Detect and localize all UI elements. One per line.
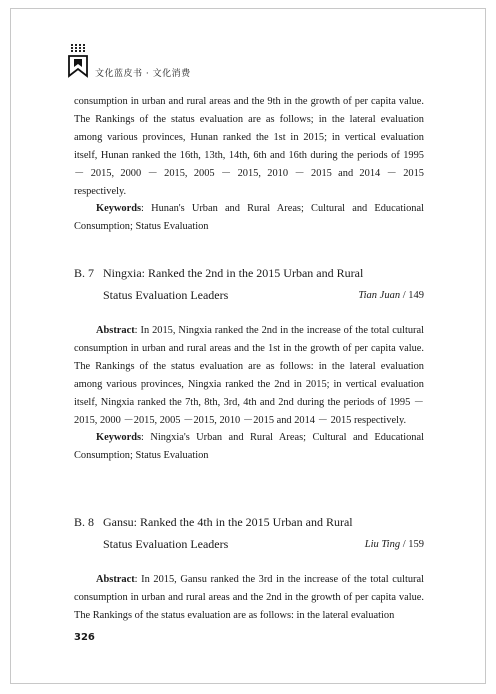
section-number: B. 7: [74, 266, 95, 280]
section-number: B. 8: [74, 515, 95, 529]
section-title-line2: Status Evaluation Leaders: [103, 288, 229, 302]
keywords-paragraph: [74, 429, 424, 465]
keywords-text: : Hunan's Urban and Rural Areas; Cultural and Educational Consumption; Status Evaluation: [74, 203, 424, 233]
section-title-line1: Ningxia: Ranked the 2nd in the 2015 Urban and Rural: [103, 266, 364, 280]
author-page: / 159: [402, 539, 424, 550]
author-page: / 149: [402, 290, 424, 301]
abstract-text: : In 2015, Ningxia ranked the 2nd in the increase of the total cultural consumption in urban and rural areas and the 1st in the growth of per capita value. The Rankings of the status evaluation are as follows: in the lateral evaluation among various provinces, Ningxia ranked the 2nd in 2015; in vertical evaluation itself, Ningxia ranked the 7th, 8th, 3rd, 4th and 2nd during the periods of 1995 －2015, 2000 －2015, 2005 －2015, 2010 －2015 and 2014 － 2015 respectively.: [74, 325, 424, 426]
section-author: [358, 290, 424, 301]
section-heading: [74, 266, 424, 302]
abstract-label: Abstract: [96, 574, 135, 585]
section-b8: [74, 515, 424, 625]
author-name: Tian Juan: [358, 290, 401, 301]
keywords-label: Keywords: [96, 432, 142, 444]
header-title: 文化蓝皮书 · 文化消费: [95, 69, 191, 79]
intro-block: [74, 93, 424, 236]
keywords-label: Keywords: [96, 203, 142, 215]
keywords-text: : Ningxia's Urban and Rural Areas; Cultural and Educational Consumption; Status Evaluation: [74, 432, 424, 462]
page-number: 326: [74, 632, 95, 643]
author-name: Liu Ting: [364, 539, 401, 550]
intro-paragraph: consumption in urban and rural areas and the 9th in the growth of per capita value. The Rankings of the status evaluation are as follows; in the lateral evaluation among various provinces, Hunan ranked the 1st in 2015; in vertical evaluation itself, Hunan ranked the 16th, 13th, 14th, 6th and 16th during the periods of 1995 － 2015, 2000 － 2015, 2005 － 2015, 2010 － 2015 and 2014 － 2015 respectively.: [74, 96, 424, 197]
section-title-line1: Gansu: Ranked the 4th in the 2015 Urban and Rural: [103, 515, 353, 529]
section-author: [365, 539, 424, 550]
section-title-line2: Status Evaluation Leaders: [103, 537, 229, 551]
section-b7: [74, 266, 424, 465]
running-header: [67, 44, 447, 84]
abstract-paragraph: [74, 322, 424, 429]
section-heading: [74, 515, 424, 551]
abstract-text: : In 2015, Gansu ranked the 3rd in the increase of the total cultural consumption in urban and rural areas and the 2nd in the growth of per capita value. The Rankings of the status evaluation are as follows: in the lateral evaluation: [74, 574, 424, 621]
intro-keywords: [74, 200, 424, 236]
abstract-paragraph: [74, 571, 424, 625]
abstract-label: Abstract: [96, 325, 135, 336]
book-logo-icon: [67, 44, 91, 80]
